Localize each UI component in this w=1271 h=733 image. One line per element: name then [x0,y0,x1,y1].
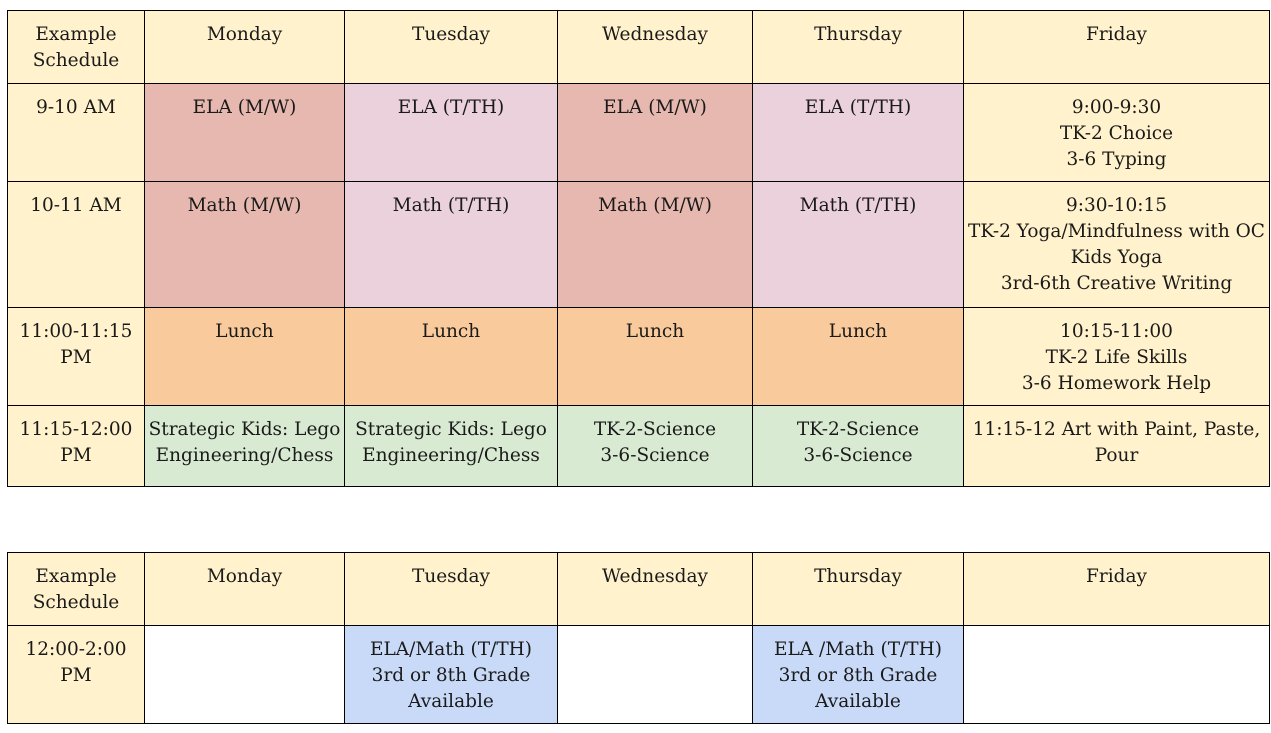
schedule-cell [964,626,1270,724]
table-row [8,626,1270,724]
table-header-row [8,553,1270,626]
schedule-cell: TK-2-Science 3-6-Science [753,406,964,487]
time-cell: 12:00-2:00 PM [8,626,145,724]
header-cell-wednesday: Wednesday [558,553,753,626]
schedule-table-morning [7,10,1270,487]
time-cell: 10-11 AM [8,182,145,308]
schedule-cell: Math (M/W) [145,182,345,308]
schedule-cell: Lunch [145,308,345,406]
schedule-cell: ELA (T/TH) [753,84,964,182]
schedule-cell: Math (T/TH) [753,182,964,308]
header-cell-monday: Monday [145,11,345,84]
schedule-cell: 9:00-9:30 TK-2 Choice 3-6 Typing [964,84,1270,182]
schedule-cell: 9:30-10:15 TK-2 Yoga/Mindfulness with OC Kids Yoga 3rd-6th Creative Writing [964,182,1270,308]
schedule-cell: 11:15-12 Art with Paint, Paste, Pour [964,406,1270,487]
schedule-table-afternoon [7,552,1270,724]
schedule-cell: Math (M/W) [558,182,753,308]
header-cell-friday: Friday [964,553,1270,626]
header-cell-label: Example Schedule [8,553,145,626]
schedule-cell: ELA/Math (T/TH) 3rd or 8th Grade Available [345,626,558,724]
table-row [8,84,1270,182]
header-cell-tuesday: Tuesday [345,11,558,84]
schedule-cell: ELA (M/W) [558,84,753,182]
schedule-cell: TK-2-Science 3-6-Science [558,406,753,487]
table-row [8,182,1270,308]
header-cell-thursday: Thursday [753,11,964,84]
table-row [8,406,1270,487]
schedule-cell: Strategic Kids: Lego Engineering/Chess [345,406,558,487]
header-cell-friday: Friday [964,11,1270,84]
schedule-cell: 10:15-11:00 TK-2 Life Skills 3-6 Homework Help [964,308,1270,406]
schedule-cell: Strategic Kids: Lego Engineering/Chess [145,406,345,487]
header-cell-thursday: Thursday [753,553,964,626]
schedule-cell: Lunch [753,308,964,406]
schedule-cell: ELA /Math (T/TH) 3rd or 8th Grade Available [753,626,964,724]
time-cell: 11:15-12:00 PM [8,406,145,487]
schedule-cell: Lunch [558,308,753,406]
header-cell-label: Example Schedule [8,11,145,84]
table-header-row [8,11,1270,84]
time-cell: 9-10 AM [8,84,145,182]
schedule-cell: ELA (T/TH) [345,84,558,182]
time-cell: 11:00-11:15 PM [8,308,145,406]
header-cell-monday: Monday [145,553,345,626]
schedule-cell [558,626,753,724]
schedule-cell: ELA (M/W) [145,84,345,182]
header-cell-wednesday: Wednesday [558,11,753,84]
schedule-cell: Math (T/TH) [345,182,558,308]
table-row [8,308,1270,406]
schedule-cell: Lunch [345,308,558,406]
header-cell-tuesday: Tuesday [345,553,558,626]
schedule-cell [145,626,345,724]
